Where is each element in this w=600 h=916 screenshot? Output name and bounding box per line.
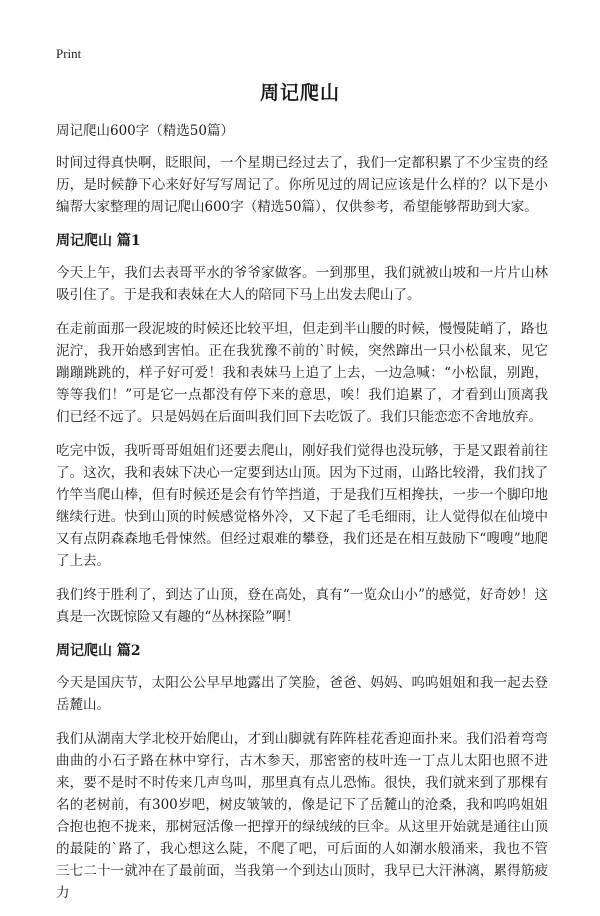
article-subtitle: 周记爬山600字（精选50篇）: [56, 123, 234, 139]
intro-paragraph: 时间过得真快啊，眨眼间，一个星期已经过去了，我们一定都积累了不少宝贵的经历，是时候静下心来好好写写周记了。你所见过的周记应该是什么样的？以下是小编帮大家整理的周记爬山600字（精选50篇），仅供参考，希望能够帮助到大家。: [56, 155, 548, 215]
print-link[interactable]: Print: [56, 46, 82, 61]
section-1-paragraph-3: 吃完中饭，我听哥哥姐姐们还要去爬山，刚好我们觉得也没玩够，于是又跟着前往了。这次，我和表妹下决心一定要到达山顶。因为下过雨，山路比较滑，我们找了竹竿当爬山棒，但有时候还是会有竹竿挡道，于是我们互相搀扶，一步一个脚印地继续行进。快到山顶的时候感觉格外冷，又下起了毛毛细雨，让人觉得似在仙境中又有点阴森森地毛骨悚然。但经过艰难的攀登，我们还是在相互鼓励下“嗖嗖”地爬了上去。: [56, 443, 548, 569]
section-1-paragraph-2: 在走前面那一段泥坡的时候还比较平坦，但走到半山腰的时候，慢慢陡峭了，路也泥泞，我开始感到害怕。正在我犹豫不前的`时候，突然蹿出一只小松鼠来，见它蹦蹦跳跳的，样子好可爱！我和表妹马上追了上去，一边急喊：“小松鼠，别跑，等等我们！”可是它一点都没有停下来的意思，唉！我们追累了，才看到山顶离我们已经不远了。只是妈妈在后面叫我们回下去吃饭了。我们只能恋恋不舍地放弃。: [56, 321, 548, 425]
article-body: [56, 120, 548, 916]
page-title: 周记爬山: [259, 82, 340, 104]
section-heading-2: 周记爬山 篇2: [56, 643, 141, 659]
section-2-paragraph-2: 我们从湖南大学北校开始爬山，才到山脚就有阵阵桂花香迎面扑来。我们沿着弯弯曲曲的小石子路在林中穿行，古木参天，那密密的枝叶连一丁点儿太阳也照不进来，要不是时不时传来几声鸟叫，那里真有点儿恐怖。很快，我们就来到了那棵有名的老树前，有300岁吧，树皮皱皱的，像是记下了岳麓山的沧桑，我和呜呜姐姐合抱也抱不拢来，那树冠活像一把撑开的绿绒绒的巨伞。从这里开始就是通往山顶的最陡的`路了，我心想这么陡，不爬了吧，可后面的人如潮水般涌来，我也不管三七二十一就冲在了最前面，当我第一个到达山顶时，我早已大汗淋漓，累得筋疲力: [56, 731, 548, 901]
section-heading-1: 周记爬山 篇1: [56, 233, 141, 249]
section-2-paragraph-1: 今天是国庆节，太阳公公早早地露出了笑脸，爸爸、妈妈、呜呜姐姐和我一起去登岳麓山。: [56, 675, 548, 713]
section-1-paragraph-1: 今天上午，我们去表哥平水的爷爷家做客。一到那里，我们就被山坡和一片片山林吸引住了。于是我和表妹在大人的陪同下马上出发去爬山了。: [56, 265, 548, 303]
section-1-paragraph-4: 我们终于胜利了，到达了山顶，登在高处，真有“一览众山小”的感觉，好奇妙！这真是一次既惊险又有趣的“丛林探险”啊！: [56, 587, 548, 625]
